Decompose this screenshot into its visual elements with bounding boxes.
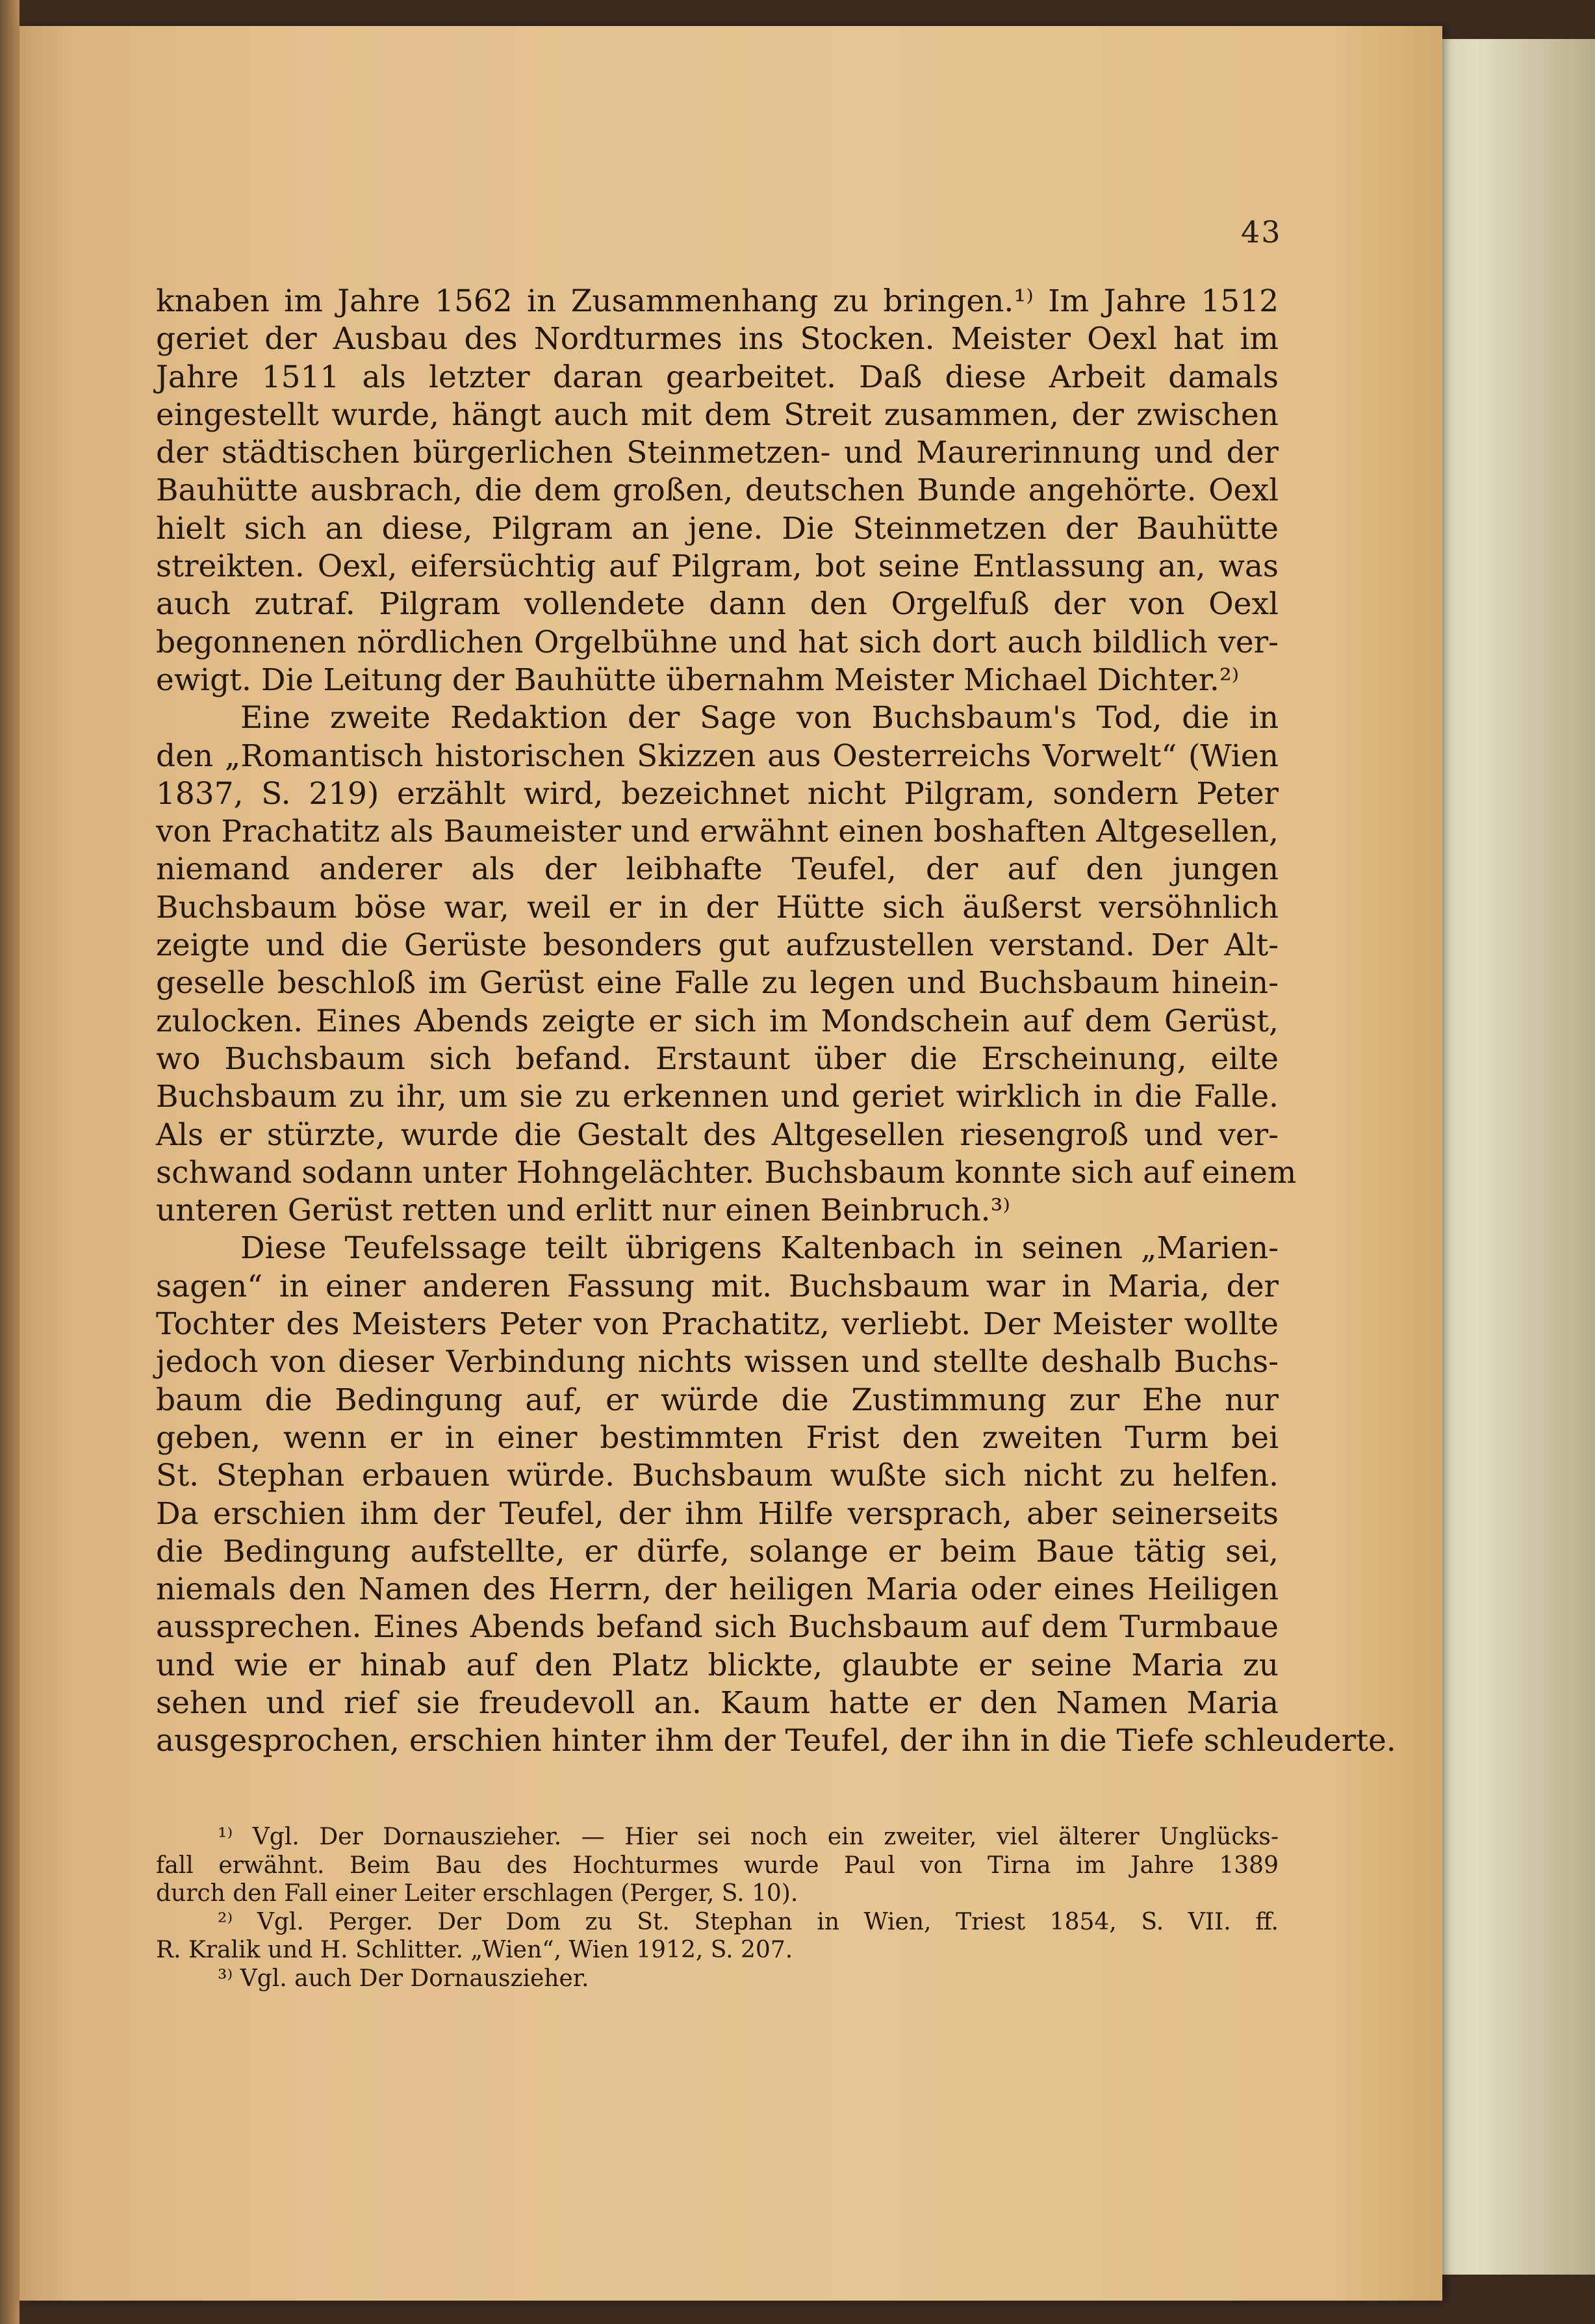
- footnote-line: ³⁾ Vgl. auch Der Dornauszieher.: [218, 1965, 589, 1992]
- text-line: hielt sich an diese, Pilgram an jene. Die Steinmetzen der Bauhütte: [156, 510, 1279, 547]
- footnote-line: R. Kralik und H. Schlitter. „Wien“, Wien 1912, S. 207.: [156, 1937, 793, 1963]
- text-line: aussprechen. Eines Abends befand sich Buchsbaum auf dem Turmbaue: [156, 1609, 1279, 1646]
- text-line: geselle beschloß im Gerüst eine Falle zu legen und Buchsbaum hinein-: [156, 965, 1279, 1001]
- text-line: begonnenen nördlichen Orgelbühne und hat sich dort auch bildlich ver-: [156, 624, 1279, 660]
- footnote-line: durch den Fall einer Leiter erschlagen (Perger, S. 10).: [156, 1880, 798, 1907]
- text-line: von Prachatitz als Baumeister und erwähnt einen boshaften Altgesellen,: [156, 814, 1279, 850]
- text-line: auch zutraf. Pilgram vollendete dann den Orgelfuß der von Oexl: [156, 586, 1279, 623]
- text-line: niemals den Namen des Herrn, der heiligen Maria oder eines Heiligen: [156, 1571, 1279, 1608]
- text-line: St. Stephan erbauen würde. Buchsbaum wußte sich nicht zu helfen.: [156, 1458, 1279, 1494]
- book-binding: [0, 0, 19, 2324]
- text-line: und wie er hinab auf den Platz blickte, glaubte er seine Maria zu: [156, 1647, 1279, 1683]
- body-text: [156, 283, 1396, 1761]
- text-line: schwand sodann unter Hohngelächter. Buchsbaum konnte sich auf einem: [156, 1154, 1297, 1191]
- text-line: ewigt. Die Leitung der Bauhütte übernahm Meister Michael Dichter.²⁾: [156, 662, 1240, 698]
- text-line: sagen“ in einer anderen Fassung mit. Buchsbaum war in Maria, der: [156, 1268, 1279, 1304]
- footnotes: [156, 1823, 1279, 1993]
- text-line: wo Buchsbaum sich befand. Erstaunt über die Erscheinung, eilte: [156, 1040, 1279, 1077]
- text-line: streikten. Oexl, eifersüchtig auf Pilgram, bot seine Entlassung an, was: [156, 549, 1279, 585]
- text-line: knaben im Jahre 1562 in Zusammenhang zu bringen.¹⁾ Im Jahre 1512: [156, 283, 1279, 319]
- text-line: unteren Gerüst retten und erlitt nur einen Beinbruch.³⁾: [156, 1193, 1010, 1229]
- text-line: ausgesprochen, erschien hinter ihm der Teufel, der ihn in die Tiefe schleuderte.: [156, 1723, 1396, 1759]
- page-number: 43: [1241, 214, 1282, 250]
- text-line: geben, wenn er in einer bestimmten Frist den zweiten Turm bei: [156, 1419, 1279, 1456]
- text-line: den „Romantisch historischen Skizzen aus Oesterreichs Vorwelt“ (Wien: [156, 738, 1279, 774]
- text-line: der städtischen bürgerlichen Steinmetzen- und Maurerinnung und der: [156, 435, 1279, 471]
- text-line: Buchsbaum böse war, weil er in der Hütte sich äußerst versöhnlich: [156, 889, 1279, 925]
- text-line: Jahre 1511 als letzter daran gearbeitet. Daß diese Arbeit damals: [156, 359, 1279, 395]
- footnote-line: ¹⁾ Vgl. Der Dornauszieher. — Hier sei noch ein zweiter, viel älterer Unglücks-: [218, 1824, 1279, 1850]
- text-line: jedoch von dieser Verbindung nichts wissen und stellte deshalb Buchs-: [156, 1344, 1279, 1380]
- text-line: Eine zweite Redaktion der Sage von Buchsbaum's Tod, die in: [240, 700, 1279, 736]
- text-line: baum die Bedingung auf, er würde die Zustimmung zur Ehe nur: [156, 1382, 1279, 1418]
- text-line: Buchsbaum zu ihr, um sie zu erkennen und geriet wirklich in die Falle.: [156, 1079, 1279, 1115]
- text-line: Bauhütte ausbrach, die dem großen, deutschen Bunde angehörte. Oexl: [156, 472, 1279, 509]
- text-line: sehen und rief sie freudevoll an. Kaum hatte er den Namen Maria: [156, 1685, 1279, 1721]
- text-line: Diese Teufelssage teilt übrigens Kaltenbach in seinen „Marien-: [240, 1230, 1279, 1267]
- text-line: eingestellt wurde, hängt auch mit dem Streit zusammen, der zwischen: [156, 396, 1279, 433]
- text-line: niemand anderer als der leibhafte Teufel, der auf den jungen: [156, 851, 1279, 888]
- text-line: Da erschien ihm der Teufel, der ihm Hilfe versprach, aber seinerseits: [156, 1495, 1279, 1532]
- text-line: Tochter des Meisters Peter von Prachatitz, verliebt. Der Meister wollte: [156, 1306, 1279, 1343]
- text-line: geriet der Ausbau des Nordturmes ins Stocken. Meister Oexl hat im: [156, 321, 1279, 357]
- text-line: 1837, S. 219) erzählt wird, bezeichnet nicht Pilgram, sondern Peter: [156, 775, 1279, 812]
- book-page: [19, 26, 1442, 2301]
- text-line: Als er stürzte, wurde die Gestalt des Altgesellen riesengroß und ver-: [156, 1117, 1279, 1153]
- text-line: zeigte und die Gerüste besonders gut aufzustellen verstand. Der Alt-: [156, 927, 1279, 964]
- text-line: die Bedingung aufstellte, er dürfe, solange er beim Baue tätig sei,: [156, 1533, 1279, 1569]
- footnote-line: fall erwähnt. Beim Bau des Hochturmes wurde Paul von Tirna im Jahre 1389: [156, 1852, 1279, 1879]
- text-line: zulocken. Eines Abends zeigte er sich im Mondschein auf dem Gerüst,: [156, 1003, 1279, 1039]
- footnote-line: ²⁾ Vgl. Perger. Der Dom zu St. Stephan in Wien, Triest 1854, S. VII. ff.: [218, 1908, 1279, 1935]
